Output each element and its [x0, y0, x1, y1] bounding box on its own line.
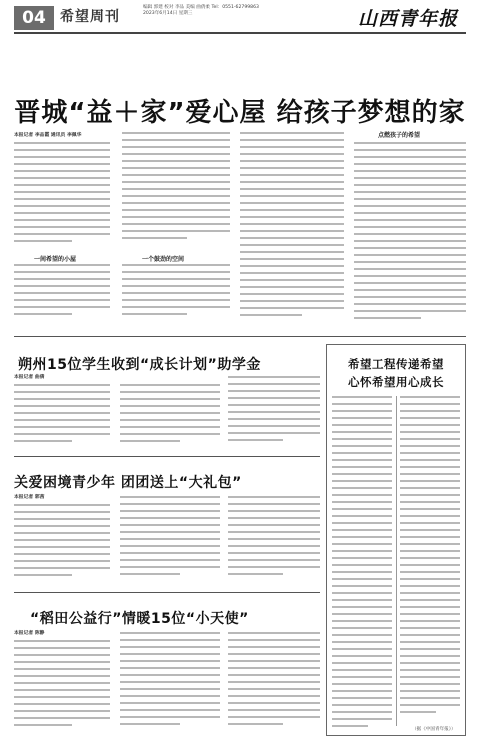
lead-subhead-2: 一个鼓劲的空间	[142, 256, 185, 263]
story-4-col-3	[228, 632, 320, 732]
lead-col-4-text	[354, 142, 466, 328]
lead-col-2-text	[122, 132, 230, 246]
story-5-col-2	[400, 396, 460, 716]
section-divider	[14, 336, 466, 337]
lead-right-subhead: 点燃孩子的希望	[378, 132, 421, 139]
lead-subhead-1: 一间希望的小屋	[34, 256, 77, 263]
story-2-col-1	[14, 384, 110, 448]
lead-col-2b-text	[122, 264, 230, 328]
lead-col-3-text	[240, 132, 344, 328]
lead-headline: 晋城“益＋家”爱心屋 给孩子梦想的家	[14, 98, 466, 128]
story-3-divider	[14, 592, 320, 593]
lead-byline: 本报记者 李品霞 通讯员 李佩华	[14, 133, 82, 138]
story-3-col-1	[14, 504, 110, 582]
story-3-col-3	[228, 496, 320, 582]
section-name: 希望周刊	[60, 9, 120, 25]
story-4-col-2	[120, 632, 220, 732]
story-2-col-2	[120, 384, 220, 448]
story-5-col-1	[332, 396, 392, 728]
story-5-column-rule	[396, 396, 397, 726]
header-rule	[14, 32, 466, 34]
story-4-headline: “稻田公益行”情暖15位“小天使”	[30, 611, 249, 627]
masthead	[0, 0, 480, 40]
story-2-byline: 本报记者 曲倩	[14, 375, 45, 380]
story-5-headline-line-1: 希望工程传递希望	[348, 357, 444, 371]
story-3-headline: 关爱困境青少年 团团送上“大礼包”	[14, 475, 242, 491]
story-3-col-2	[120, 496, 220, 582]
lead-col-1-text	[14, 142, 110, 256]
story-4-byline: 本报记者 陈静	[14, 631, 45, 636]
story-5-headline-line-2: 心怀希望用心成长	[348, 375, 444, 389]
lead-col-1b-text	[14, 264, 110, 328]
story-3-byline: 本报记者 郭茜	[14, 495, 45, 500]
paper-logo: 山西青年报	[358, 8, 459, 30]
story-4-col-1	[14, 640, 110, 732]
story-2-col-3	[228, 376, 320, 448]
page-number: 04	[14, 6, 54, 30]
story-5-source: （据《中国青年报》）	[412, 727, 456, 732]
story-2-divider	[14, 456, 320, 457]
story-2-headline: 朔州15位学生收到“成长计划”助学金	[18, 357, 261, 373]
editor-info: 编辑 郭建 校对 李品 美编 曲倩柔 Tel：0551-62799863 2023年6月14日 星期三	[143, 5, 259, 16]
